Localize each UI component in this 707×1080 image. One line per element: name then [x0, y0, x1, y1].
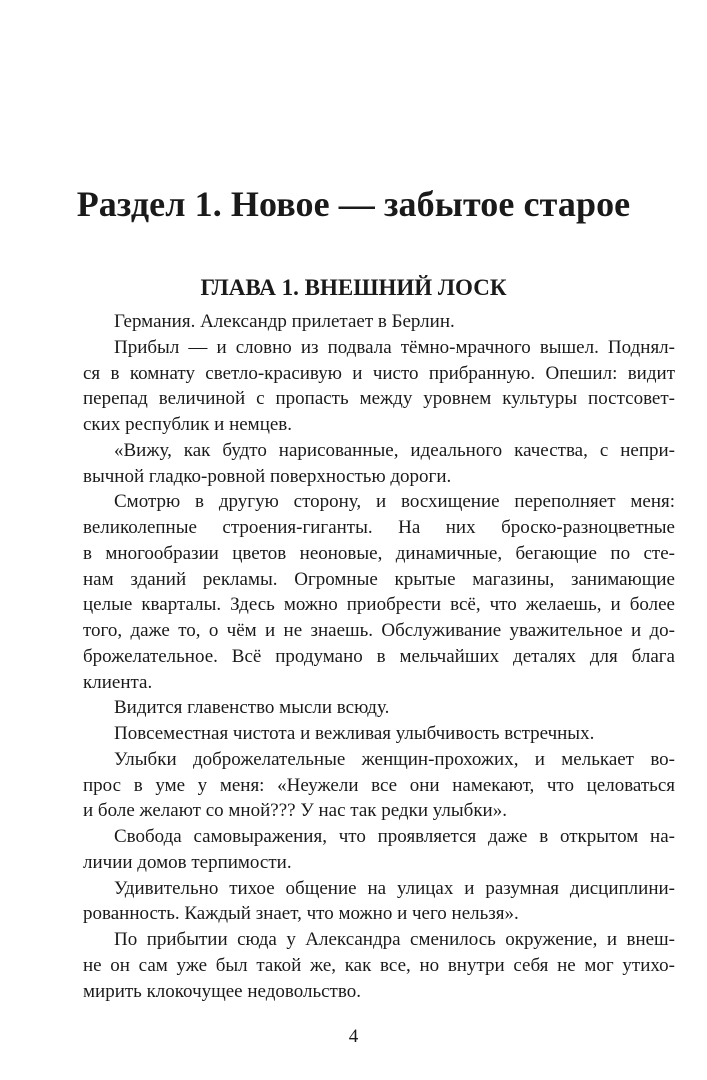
text-line: ся в комнату светло-красивую и чисто прибранную. Опешил: видит: [83, 362, 675, 384]
text-line: брожелательное. Всё продумано в мельчайших деталях для блага: [83, 645, 675, 667]
text-line: и боле желают со мной??? У нас так редки улыбки».: [83, 800, 507, 822]
text-line: целые кварталы. Здесь можно приобрести всё, что желаешь, и более: [83, 594, 675, 616]
text-line: По прибытии сюда у Александра сменилось окружение, и внеш-: [114, 929, 675, 950]
text-line: мирить клокочущее недовольство.: [83, 980, 361, 1002]
page-number: 4: [348, 1026, 359, 1047]
text-line: прос в уме у меня: «Неужели все они намекают, что целоваться: [83, 774, 675, 796]
text-line: клиента.: [83, 671, 153, 693]
text-line: великолепные строения-гиганты. На них броско-разноцветные: [83, 517, 675, 538]
text-line: Повсеместная чистота и вежливая улыбчивость встречных.: [114, 723, 595, 744]
text-line: не он сам уже был такой же, как все, но внутри себя не мог утихо-: [83, 954, 675, 976]
text-line: Удивительно тихое общение на улицах и разумная дисциплини-: [114, 877, 675, 899]
chapter-title: ГЛАВА 1. ВНЕШНИЙ ЛОСК: [200, 275, 507, 300]
text-line: нам зданий рекламы. Огромные крытые магазины, занимающие: [83, 568, 675, 590]
text-line: перепад величиной с пропасть между уровнем культуры постсовет-: [83, 388, 675, 410]
text-line: Свобода самовыражения, что проявляется даже в открытом на-: [114, 826, 675, 847]
text-line: ских республик и немцев.: [83, 414, 293, 435]
body-text: [83, 309, 675, 1004]
section-title: Раздел 1. Новое — забытое старое: [76, 184, 631, 224]
text-line: Германия. Александр прилетает в Берлин.: [114, 311, 455, 332]
text-line: того, даже то, о чём и не знаешь. Обслуживание уважительное и до-: [83, 620, 675, 641]
text-line: Видится главенство мысли всюду.: [114, 697, 390, 719]
text-line: «Вижу, как будто нарисованные, идеального качества, с непри-: [114, 439, 675, 461]
text-line: Смотрю в другую сторону, и восхищение переполняет меня:: [114, 491, 675, 513]
text-line: Улыбки доброжелательные женщин-прохожих, и мелькает во-: [114, 748, 675, 770]
text-line: личии домов терпимости.: [83, 851, 292, 873]
text-line: в многообразии цветов неоновые, динамичные, бегающие по сте-: [83, 542, 675, 564]
text-line: Прибыл — и словно из подвала тёмно-мрачного вышел. Поднял-: [114, 336, 675, 358]
text-line: рованность. Каждый знает, что можно и чего нельзя».: [83, 903, 519, 925]
text-line: вычной гладко-ровной поверхностью дороги.: [83, 465, 452, 487]
